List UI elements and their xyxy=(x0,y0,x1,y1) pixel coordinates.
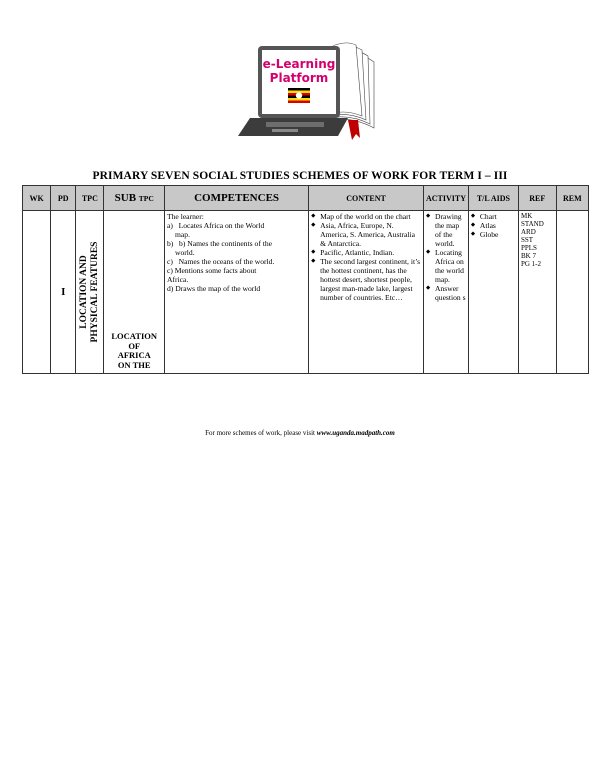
content-item: ◆ Asia, Africa, Europe, N. America, S. America, Australia & Antarctica. xyxy=(320,221,421,248)
table-row xyxy=(23,211,589,374)
footer xyxy=(0,429,600,437)
ref-line: ARD xyxy=(520,228,536,236)
competence-c2-cont: Africa. xyxy=(167,275,189,284)
ref-line: MK xyxy=(520,212,533,220)
subtopic-line4: ON THE xyxy=(117,359,151,370)
tl-aid-item: ◆ Chart xyxy=(480,212,516,221)
elearning-platform-logo xyxy=(228,36,376,146)
header-pd: PD xyxy=(51,186,76,211)
cell-rem xyxy=(556,211,588,374)
header-rem: REM xyxy=(556,186,588,211)
ref-line: PG 1-2 xyxy=(520,260,542,268)
topic-line2: PHYSICAL FEATURES xyxy=(89,241,100,343)
header-wk: WK xyxy=(23,186,51,211)
footer-link[interactable]: www.uganda.madpath.com xyxy=(316,429,395,437)
schemes-of-work-table xyxy=(22,185,589,374)
cell-wk xyxy=(23,211,51,374)
header-sub-topic: SUB TPC xyxy=(104,186,165,211)
activity-item: ◆ Locating Africa on the world map. xyxy=(435,248,466,284)
ref-line: PPLS xyxy=(520,244,537,252)
competence-c2: c) Mentions some facts about xyxy=(167,266,257,275)
competence-b-cont: world. xyxy=(175,248,195,257)
cell-pd: I xyxy=(51,211,76,374)
cell-subtopic xyxy=(104,211,165,374)
ref-line: STAND xyxy=(520,220,544,228)
logo-line1: e-Learning xyxy=(262,57,336,71)
competence-b: b) b) Names the continents of the xyxy=(167,239,273,248)
subtopic-line1: LOCATION xyxy=(111,331,158,341)
footer-text: For more schemes of work, please visit xyxy=(205,429,315,437)
tl-aid-item: ◆ Atlas xyxy=(480,221,516,230)
tl-aid-item: ◆ Globe xyxy=(480,230,516,239)
competence-c: c) Names the oceans of the world. xyxy=(167,257,275,266)
cell-tl-aids xyxy=(468,211,518,374)
topic-line1: LOCATION AND xyxy=(78,255,89,329)
document-title: PRIMARY SEVEN SOCIAL STUDIES SCHEMES OF WORK FOR TERM I – III xyxy=(92,170,508,182)
cell-content xyxy=(309,211,424,374)
logo-line2: Platform xyxy=(269,71,329,85)
activity-item: ◆ Answer question s xyxy=(435,284,466,302)
competence-intro: The learner: xyxy=(167,212,204,221)
competence-d: d) Draws the map of the world xyxy=(167,284,261,293)
cell-topic xyxy=(76,211,104,374)
header-content: CONTENT xyxy=(309,186,424,211)
header-activity: ACTIVITY xyxy=(423,186,468,211)
cell-ref xyxy=(518,211,556,374)
header-competences: COMPETENCES xyxy=(165,186,309,211)
subtopic-line2: OF xyxy=(128,340,141,351)
ref-line: BK 7 xyxy=(520,252,536,260)
cell-activity xyxy=(423,211,468,374)
activity-item: ◆ Drawing the map of the world. xyxy=(435,212,466,248)
content-item: ◆ The second largest continent, it’s the hottest continent, has the hottest desert, shortest people, largest man-made lake, largest number of countries. Etc… xyxy=(320,257,421,302)
header-ref: REF xyxy=(518,186,556,211)
content-item: ◆ Map of the world on the chart xyxy=(320,212,421,221)
competence-a: a) Locates Africa on the World xyxy=(167,221,265,230)
table-header-row xyxy=(23,186,589,211)
content-item: ◆ Pacific, Atlantic, Indian. xyxy=(320,248,421,257)
header-tpc: TPC xyxy=(76,186,104,211)
ref-line: SST xyxy=(520,236,534,244)
uganda-flag-icon xyxy=(288,88,310,103)
competence-a-cont: map. xyxy=(175,230,190,239)
header-tl-aids: T/L AIDS xyxy=(468,186,518,211)
subtopic-line3: AFRICA xyxy=(117,350,151,360)
cell-competences xyxy=(165,211,309,374)
